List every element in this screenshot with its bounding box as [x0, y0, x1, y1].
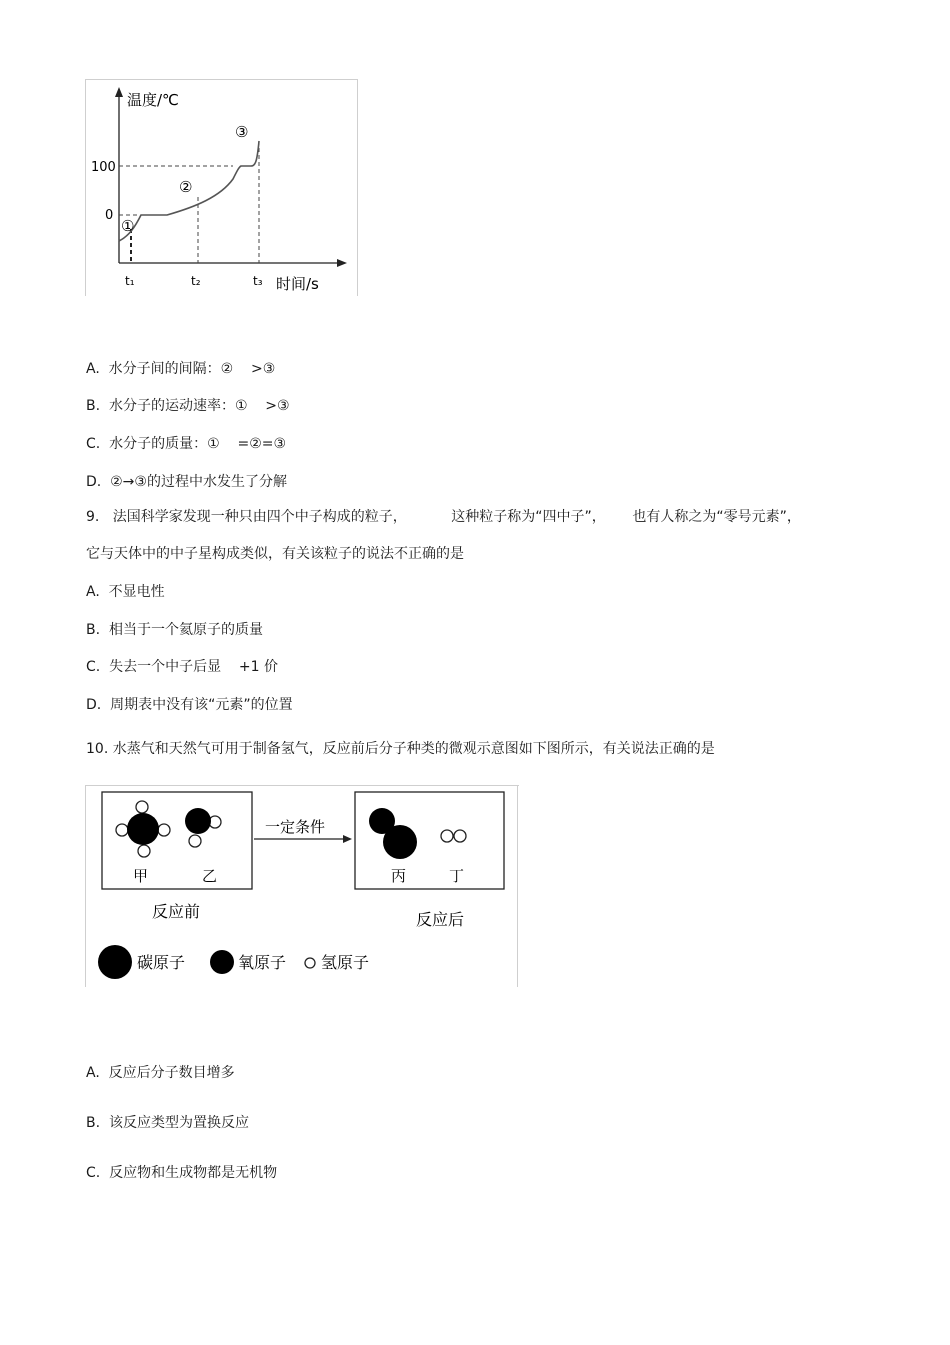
hydrogen-atom	[116, 824, 128, 836]
oxygen-atom	[185, 808, 211, 834]
q9-option-d: D. 周期表中没有该“元素”的位置	[86, 697, 293, 713]
before-caption: 反应前	[152, 902, 201, 921]
point-label-1: ①	[121, 217, 135, 235]
point-label-2: ②	[179, 178, 193, 196]
x-tick-t1: t₁	[125, 274, 135, 288]
before-box	[102, 792, 252, 889]
q10-stem: 10. 水蒸气和天然气可用于制备氢气，反应前后分子种类的微观示意图如下图所示，有关说法正确的是	[86, 741, 715, 757]
q8-option-d: D. ②→③的过程中水发生了分解	[86, 474, 287, 490]
carbon-monoxide-molecule	[369, 808, 417, 859]
carbon-atom	[383, 825, 417, 859]
hydrogen-atom	[189, 835, 201, 847]
y-tick-0: 0	[105, 208, 114, 223]
legend-oxygen-label: 氧原子	[238, 953, 287, 972]
q8-option-b: B. 水分子的运动速率：① >③	[86, 398, 290, 414]
legend-carbon-icon	[98, 945, 132, 979]
hydrogen-atom	[138, 845, 150, 857]
x-axis-label: 时间/s	[276, 275, 319, 293]
water-molecule	[185, 808, 221, 847]
after-caption: 反应后	[416, 910, 465, 929]
q9-option-a: A. 不显电性	[86, 584, 165, 600]
methane-molecule	[116, 801, 170, 857]
q10-option-b: B. 该反应类型为置换反应	[86, 1115, 249, 1131]
before-name-1: 甲	[133, 867, 149, 885]
q10-option-c: C. 反应物和生成物都是无机物	[86, 1165, 278, 1181]
x-tick-t3: t₃	[253, 274, 263, 288]
q9-stem-line1: 9. 法国科学家发现一种只由四个中子构成的粒子， 这种粒子称为“四中子”， 也有人称之为“零号元素”，	[86, 509, 801, 525]
reaction-arrow-head	[343, 835, 352, 843]
legend-hydrogen-label: 氢原子	[321, 953, 370, 972]
hydrogen-atom	[136, 801, 148, 813]
q9-option-b: B. 相当于一个氦原子的质量	[86, 622, 263, 638]
hydrogen-atom	[158, 824, 170, 836]
legend-hydrogen-icon	[305, 958, 315, 968]
legend-oxygen-icon	[210, 950, 234, 974]
point-label-3: ③	[235, 123, 249, 141]
legend-carbon-label: 碳原子	[137, 953, 186, 972]
y-axis-label: 温度/℃	[127, 91, 179, 109]
after-name-1: 丙	[391, 867, 407, 885]
hydrogen-atom	[454, 830, 466, 842]
before-name-2: 乙	[202, 867, 218, 885]
reaction-diagram	[85, 785, 519, 987]
x-axis-arrow	[337, 259, 347, 267]
q8-option-c: C. 水分子的质量：① =②=③	[86, 436, 287, 452]
q10-option-a: A. 反应后分子数目增多	[86, 1065, 235, 1081]
q9-stem-line2: 它与天体中的中子星构成类似，有关该粒子的说法不正确的是	[86, 546, 464, 562]
q9-option-c: C. 失去一个中子后显 +1 价	[86, 659, 279, 675]
after-name-2: 丁	[449, 867, 465, 885]
hydrogen-molecule	[441, 830, 466, 842]
x-tick-t2: t₂	[191, 274, 201, 288]
after-box	[355, 792, 504, 889]
q8-option-a: A. 水分子间的间隔：② >③	[86, 361, 276, 377]
temperature-time-graph	[85, 79, 360, 296]
y-axis-arrow	[115, 87, 123, 97]
y-tick-100: 100	[91, 160, 116, 175]
arrow-label: 一定条件	[265, 818, 326, 836]
hydrogen-atom	[441, 830, 453, 842]
carbon-atom	[127, 813, 159, 845]
